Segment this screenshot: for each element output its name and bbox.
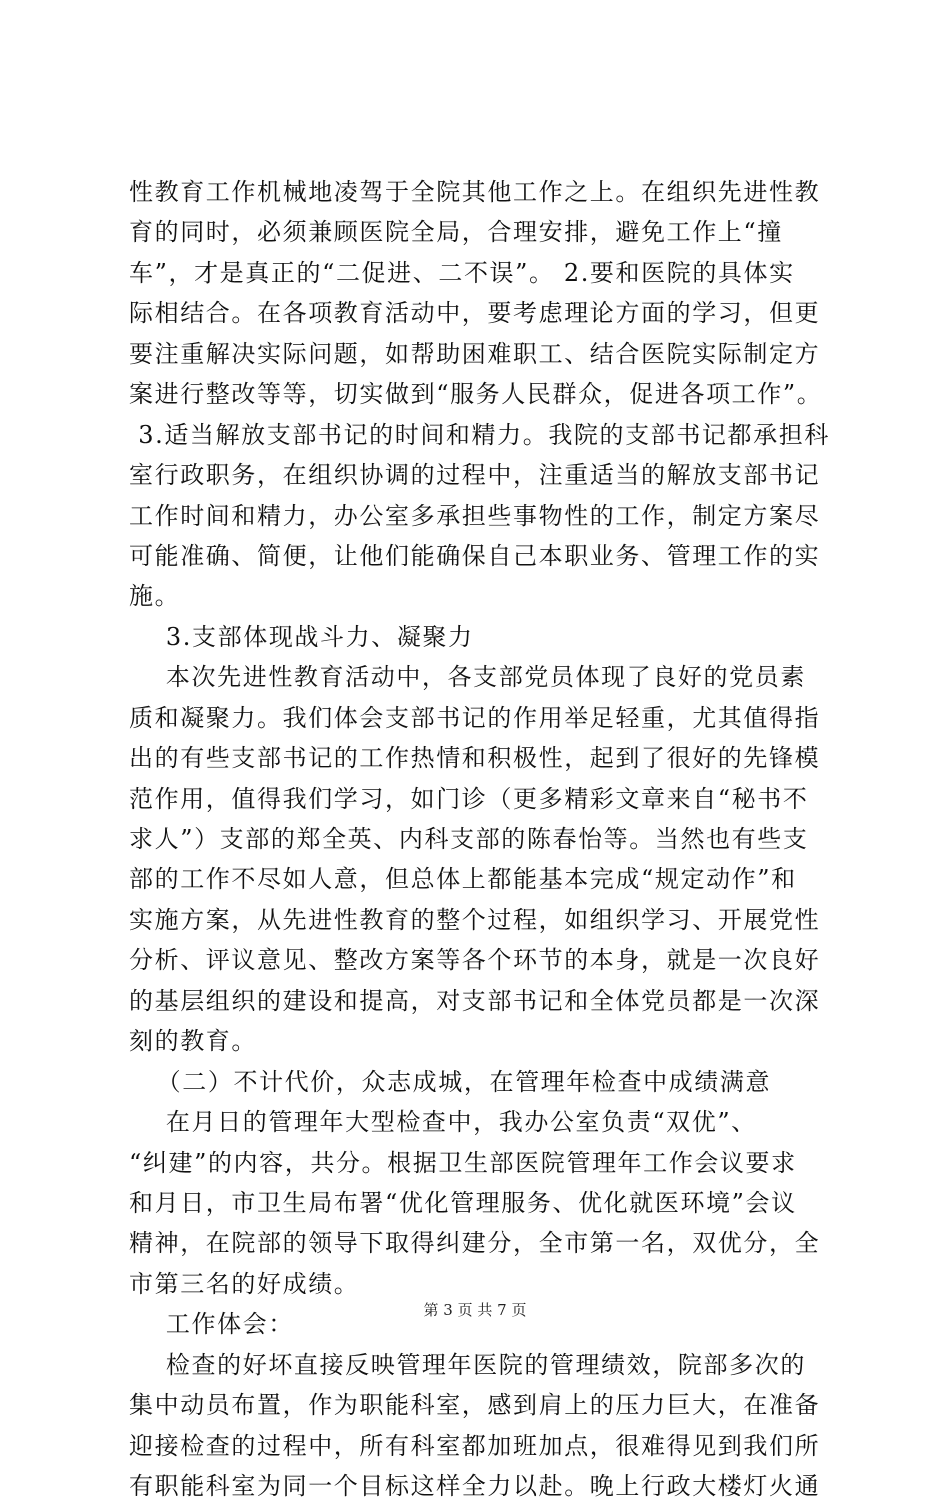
- text-line-11: 施。: [129, 582, 181, 611]
- text-line-33: 有职能科室为同一个目标这样全力以赴。晚上行政大楼灯火通: [129, 1472, 821, 1500]
- text-line-1: 性教育工作机械地凌驾于全院其他工作之上。在组织先进性教: [129, 178, 821, 206]
- text-line-26: 和月日，市卫生局布署“优化管理服务、优化就医环境”会议: [129, 1188, 797, 1217]
- text-line-3: 车”，才是真正的“二促进、二不误”。 2.要和医院的具体实: [129, 258, 795, 287]
- text-line-9: 工作时间和精力，办公室多承担些事物性的工作，制定方案尽: [129, 501, 821, 530]
- text-line-27: 精神，在院部的领导下取得纠建分，全市第一名，双优分，全: [129, 1229, 821, 1258]
- text-line-5: 要注重解决实际问题，如帮助困难职工、结合医院实际制定方: [129, 339, 821, 368]
- text-line-21: 的基层组织的建设和提高，对支部书记和全体党员都是一次深: [129, 986, 821, 1015]
- subheading-work-experience: 工作体会：: [129, 1310, 294, 1339]
- text-line-19: 实施方案，从先进性教育的整个过程，如组织学习、开展党性: [129, 905, 821, 934]
- text-line-32: 迎接检查的过程中，所有科室都加班加点，很难得见到我们所: [129, 1431, 821, 1460]
- text-line-31: 集中动员布置，作为职能科室，感到肩上的压力巨大，在准备: [129, 1391, 821, 1420]
- section-heading-2: （二）不计代价，众志成城，在管理年检查中成绩满意: [129, 1067, 772, 1096]
- text-line-2: 育的同时，必须兼顾医院全局，合理安排，避免工作上“撞: [129, 218, 783, 247]
- text-line-18: 部的工作不尽如人意，但总体上都能基本完成“规定动作”和: [129, 865, 797, 894]
- text-line-10: 可能准确、简便，让他们能确保自己本职业务、管理工作的实: [129, 541, 821, 570]
- text-line-28: 市第三名的好成绩。: [129, 1269, 360, 1298]
- text-line-25: “纠建”的内容，共分。根据卫生部医院管理年工作会议要求: [129, 1148, 797, 1177]
- text-line-8: 室行政职务，在组织协调的过程中，注重适当的解放支部书记: [129, 461, 821, 490]
- text-line-4: 际相结合。在各项教育活动中，要考虑理论方面的学习，但更: [129, 299, 821, 328]
- text-line-24: 在月日的管理年大型检查中，我办公室负责“双优”、: [129, 1108, 757, 1137]
- section-heading: 3.支部体现战斗力、凝聚力: [129, 622, 474, 651]
- page-number-footer: 第 3 页 共 7 页: [423, 1301, 527, 1319]
- text-line-22: 刻的教育。: [129, 1027, 257, 1056]
- text-line-15: 出的有些支部书记的工作热情和积极性，起到了很好的先锋模: [129, 744, 821, 773]
- text-line-17: 求人”）支部的郑全英、内科支部的陈春怡等。当然也有些支: [129, 825, 809, 853]
- text-line-7: 3.适当解放支部书记的时间和精力。我院的支部书记都承担科: [129, 420, 830, 449]
- text-line-6: 案进行整改等等，切实做到“服务人民群众，促进各项工作”。: [129, 380, 823, 409]
- text-line-30: 检查的好坏直接反映管理年医院的管理绩效，院部多次的: [129, 1350, 806, 1379]
- text-line-16: 范作用，值得我们学习，如门诊（更多精彩文章来自“秘书不: [129, 784, 809, 813]
- text-line-13: 本次先进性教育活动中，各支部党员体现了良好的党员素: [129, 663, 806, 692]
- text-line-20: 分析、评议意见、整改方案等各个环节的本身，就是一次良好: [129, 946, 821, 975]
- text-line-14: 质和凝聚力。我们体会支部书记的作用举足轻重，尤其值得指: [129, 703, 821, 732]
